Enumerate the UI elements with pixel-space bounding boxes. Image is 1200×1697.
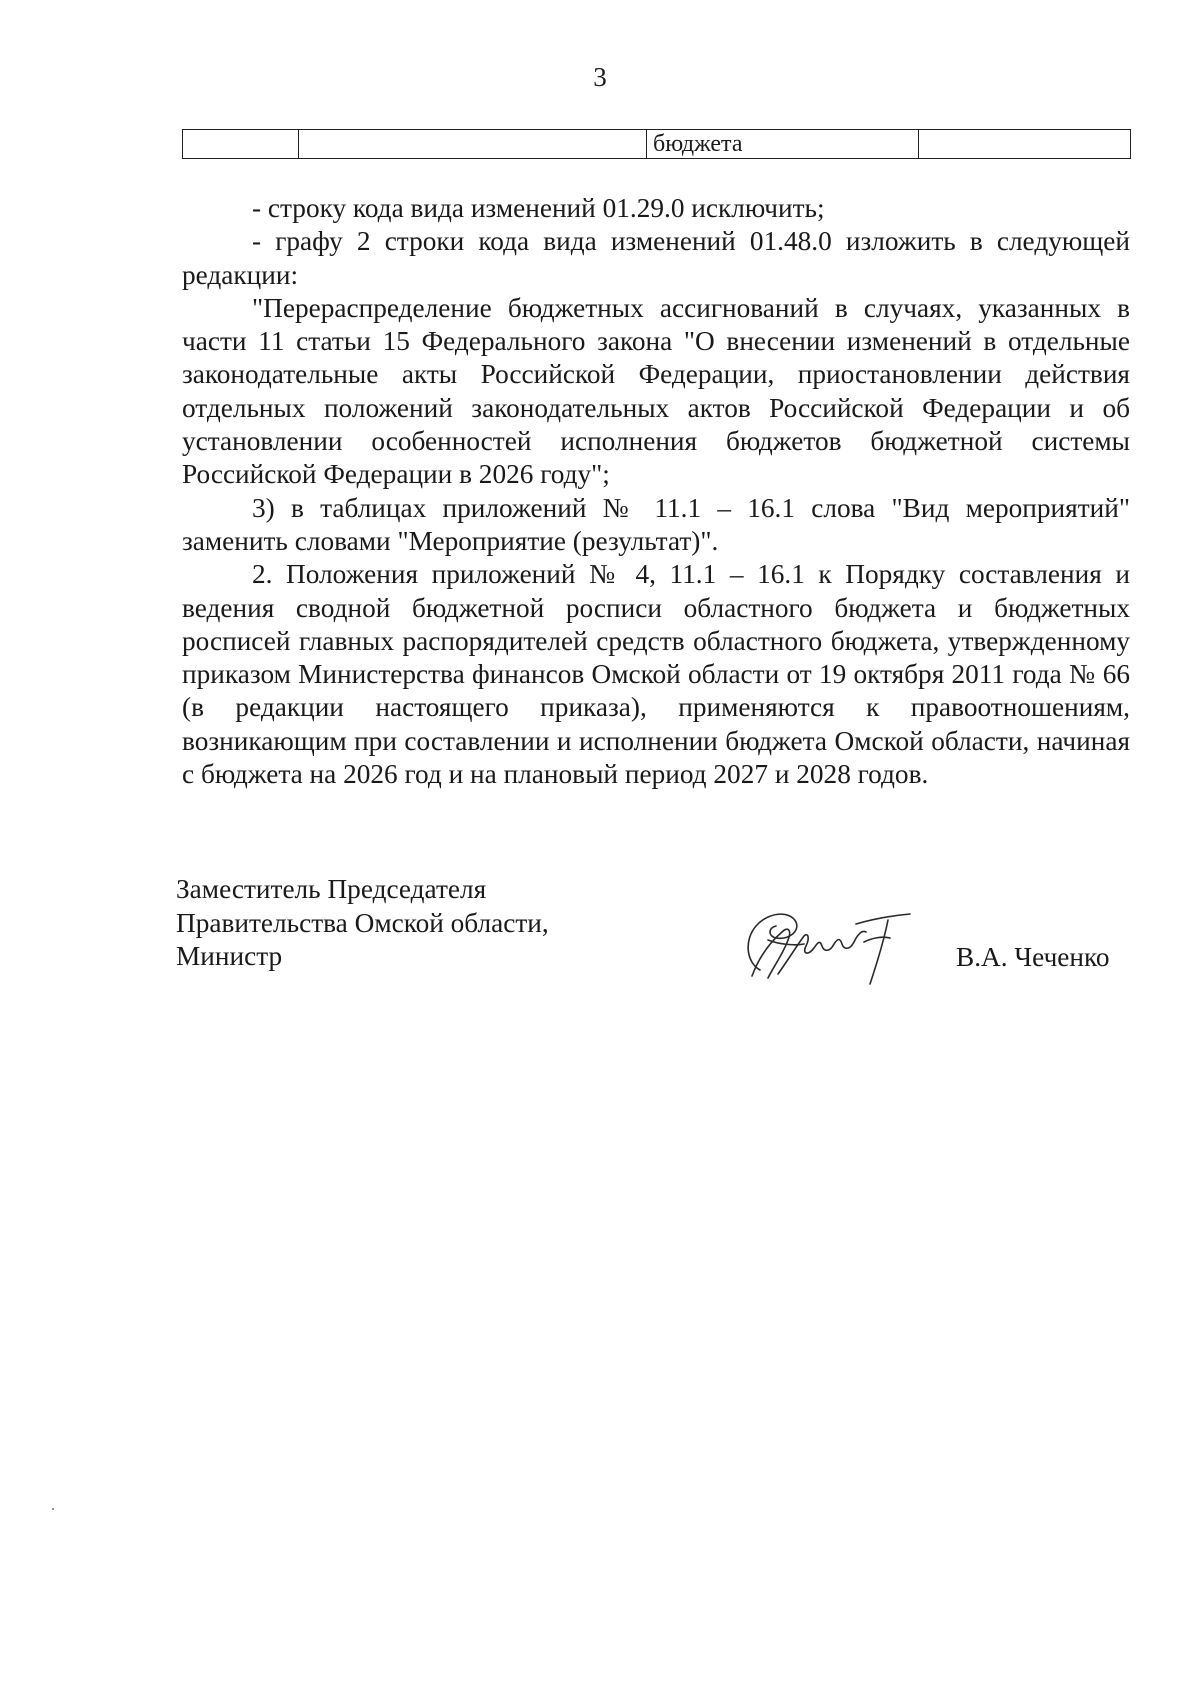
table-cell — [183, 130, 299, 159]
continued-table-row — [182, 129, 1131, 159]
signer-position-line: Заместитель Председателя — [176, 874, 487, 904]
table-cell — [299, 130, 647, 159]
page-number: 3 — [593, 62, 607, 92]
handwritten-signature — [738, 900, 918, 990]
signer-position-line: Правительства Омской области, — [176, 907, 549, 938]
paragraph-edit-column: - графу 2 строки кода вида изменений 01.48.0 изложить в следующей редакции: — [182, 226, 1130, 290]
signer-position — [176, 873, 549, 974]
table-row — [183, 130, 1131, 159]
signer-name: В.А. Чеченко — [956, 942, 1110, 972]
document-body — [182, 192, 1130, 791]
paragraph-item-2: 2. Положения приложений № 4, 11.1 – 16.1 к Порядку составления и ведения сводной бюджетной росписи областного бюджета и бюджетных росписей главных распорядителей средств областного бюджета, утвержденному приказом Министерства финансов Омской области от 19 октября 2011 года № 66 (в редакции настоящего приказа), применяются к правоотношениям, возникающим при составлении и исполнении бюджета Омской области, начиная с бюджета на 2026 год и на плановый период 2027 и 2028 годов. — [182, 559, 1130, 790]
scan-speck — [52, 1508, 54, 1510]
table-cell: бюджета — [647, 130, 919, 159]
paragraph-new-wording: "Перераспределение бюджетных ассигнований в случаях, указанных в части 11 статьи 15 Федерального закона "О внесении изменений в отдельные законодательные акты Российской Федерации, приостановлении действия отдельных положений законодательных актов Российской Федерации и об установлении особенностей исполнения бюджетов бюджетной системы Российской Федерации в 2026 году"; — [182, 292, 1130, 490]
paragraph-item-3: 3) в таблицах приложений № 11.1 – 16.1 слова "Вид мероприятий" заменить словами "Мероприятие (результат)". — [182, 492, 1130, 556]
paragraph-exclude-row: - строку кода вида изменений 01.29.0 исключить; — [252, 193, 825, 223]
signer-position-line: Министр — [176, 941, 283, 971]
table-cell — [919, 130, 1131, 159]
